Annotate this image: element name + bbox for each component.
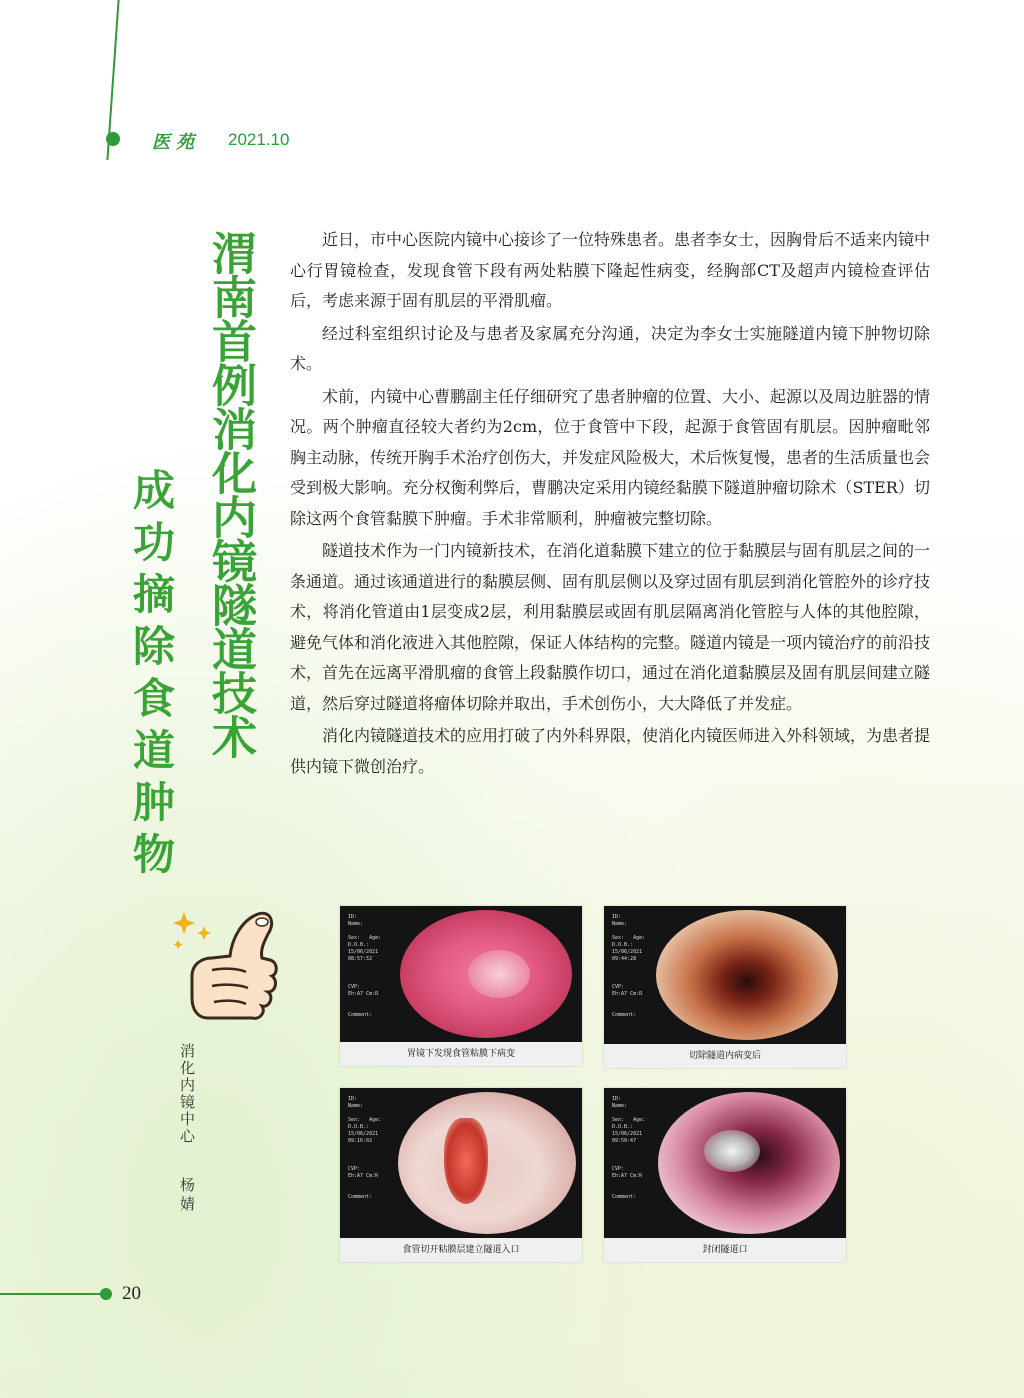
figure-caption: 封闭隧道口: [604, 1238, 846, 1262]
header-dot: [106, 132, 120, 146]
endoscope-osd-text: ID: Name: Sex: Age: D.O.B.: 15/06/2021 09:44:28 CVP: Eh:A7 Cm:R Comment:: [612, 914, 646, 1018]
figure-caption: 食管切开粘膜层建立隧道入口: [340, 1238, 582, 1262]
author-name: 杨婧: [178, 1177, 196, 1215]
paragraph: 近日，市中心医院内镜中心接诊了一位特殊患者。患者李女士，因胸骨后不适来内镜中心行胃镜检查，发现食管下段有两处粘膜下隆起性病变，经胸部CT及超声内镜检查评估后，考虑来源于固有肌层的平滑肌瘤。: [290, 230, 931, 310]
endoscopy-image: [604, 906, 846, 1044]
footer-line: [0, 1293, 106, 1295]
page-number: 20: [122, 1283, 141, 1304]
endoscopy-figure: [604, 906, 846, 1068]
issue-date: 2021.10: [228, 130, 290, 149]
endoscopy-image: [340, 906, 582, 1042]
lesion-bulge: [468, 950, 530, 998]
paragraph: 消化内镜隧道技术的应用打破了内外科界限，使消化内镜医师进入外科领域，为患者提供内镜下微创治疗。: [290, 726, 931, 776]
figure-caption: 切除隧道内病变后: [604, 1044, 846, 1068]
article-subtitle: 成功摘除食道肿物: [127, 468, 176, 884]
mucosal-incision: [444, 1118, 488, 1204]
footer-dot: [100, 1288, 112, 1300]
paragraph: 隧道技术作为一门内镜新技术，在消化道黏膜下建立的位于黏膜层与固有肌层之间的一条通道。通过该通道进行的黏膜层侧、固有肌层侧以及穿过固有肌层到消化管腔外的诊疗技术，将消化管道由1层变成2层，利用黏膜层或固有肌层隔离消化管腔与人体的其他腔隙，避免气体和消化液进入其他腔隙，保证人体结构的完整。隧道内镜是一项内镜治疗的前沿技术，首先在远离平滑肌瘤的食管上段黏膜作切口，通过在消化道黏膜层及固有肌层间建立隧道，然后穿过隧道将瘤体切除并取出，手术创伤小，大大降低了并发症。: [290, 541, 931, 713]
paragraph: 术前，内镜中心曹鹏副主任仔细研究了患者肿瘤的位置、大小、起源以及周边脏器的情况。两个肿瘤直径较大者约为2cm，位于食管中下段，起源于食管固有肌层。因肿瘤毗邻胸主动脉，传统开胸手术治疗创伤大，并发症风险极大，术后恢复慢，患者的生活质量也会受到极大影响。充分权衡利弊后，曹鹏决定采用内镜经黏膜下隧道肿瘤切除术（STER）切除这两个食管黏膜下肿瘤。手术非常顺利，肿瘤被完整切除。: [290, 386, 931, 528]
journal-name: 医苑: [152, 132, 200, 153]
endoscope-osd-text: ID: Name: Sex: Age: D.O.B.: 15/06/2021 08:57:52 CVP: Eh:A7 Cm:R Comment:: [348, 914, 382, 1018]
endoscopy-figure: [340, 906, 582, 1066]
article-body: [290, 225, 930, 784]
closure-clips: [704, 1130, 760, 1172]
endoscopy-image: [604, 1088, 846, 1238]
article-title: 渭南首例消化内镜隧道技术: [204, 230, 257, 758]
endoscopy-figure: [604, 1088, 846, 1262]
thumbs-up-icon: [172, 898, 282, 1028]
endoscope-osd-text: ID: Name: Sex: Age: D.O.B.: 15/06/2021 09:50:47 CVP: Eh:A7 Cm:R Comment:: [612, 1096, 646, 1200]
figure-caption: 胃镜下发现食管粘膜下病变: [340, 1042, 582, 1066]
endoscope-view: [656, 910, 838, 1040]
paragraph: 经过科室组织讨论及与患者及家属充分沟通，决定为李女士实施隧道内镜下肿物切除术。: [290, 323, 930, 373]
endoscopy-figure: [340, 1088, 582, 1262]
endoscopy-image: [340, 1088, 582, 1238]
author-unit: 消化内镜中心: [178, 1043, 196, 1145]
endoscope-osd-text: ID: Name: Sex: Age: D.O.B.: 15/06/2021 09:16:02 CVP: Eh:A7 Cm:R Comment:: [348, 1096, 382, 1200]
